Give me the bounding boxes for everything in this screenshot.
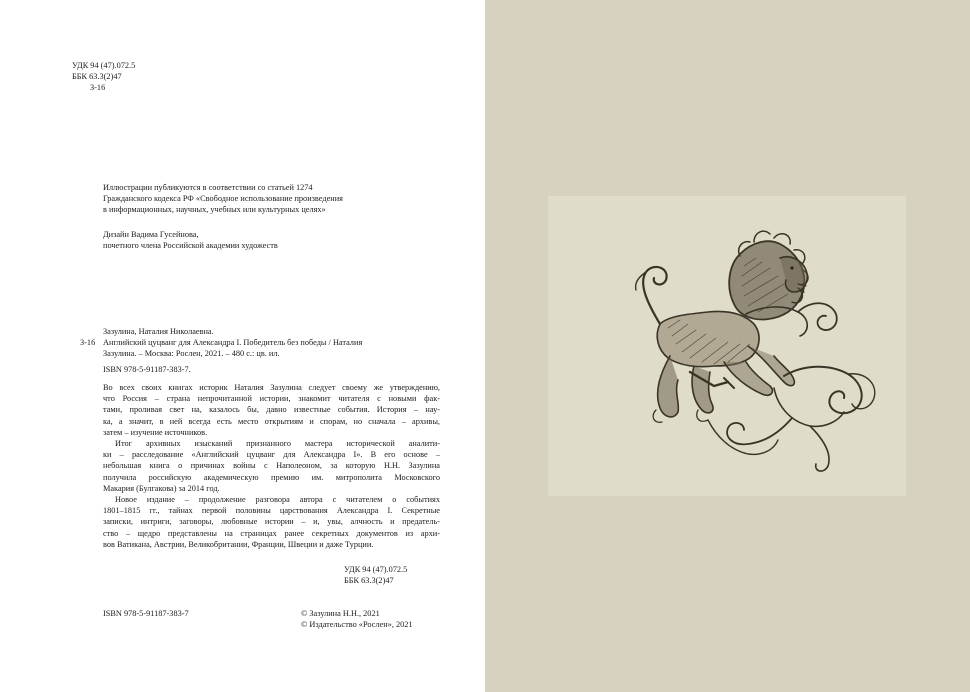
annotation-line: получила российскую академическую премию им. митрополита Московского (103, 472, 440, 482)
copyright-author: © Зазулина Н.Н., 2021 (301, 609, 380, 618)
annotation (103, 382, 440, 550)
copyright-publisher: © Издательство «Рослен», 2021 (301, 620, 413, 630)
bottom-classification-codes (344, 564, 407, 586)
annotation-line: ство – щедро представлены на страницах ранее секретных документов из архи- (103, 528, 440, 538)
credit-line: почетного члена Российской академии художеств (103, 241, 278, 251)
engraving-plate (548, 196, 906, 496)
annotation-line: Макария (Булгакова) за 2014 год. (103, 483, 220, 493)
isbn-footer: ISBN 978-5-91187-383-7 (103, 609, 189, 618)
annotation-line: что Россия – страна непрочитанной истории, знакомит читателя с новыми фак- (103, 394, 440, 404)
annotation-line: 1801–1815 гг., тайнах первой половины царствования Александра I. Секретные (103, 506, 440, 516)
annotation-line: тами, проливая свет на, казалось бы, давно известные события. История – нау- (103, 405, 440, 415)
heraldic-lion-engraving (548, 196, 906, 496)
annotation-line: вов Ватикана, Австрии, Великобритании, Франции, Швеции и даже Турции. (103, 539, 374, 549)
bbk-code: ББК 63.3(2)47 (72, 72, 122, 82)
catalog-isbn: ISBN 978-5-91187-383-7. (103, 365, 191, 374)
lion-hind-leg (658, 356, 679, 417)
note-line: Гражданского кодекса РФ «Свободное использование произведения (103, 194, 343, 204)
udk-code: УДК 94 (47).072.5 (72, 61, 136, 70)
illustration-page (485, 0, 970, 692)
annotation-line: Новое издание – продолжение разговора автора с читателем о событиях (115, 495, 440, 505)
annotation-line: записки, интриги, заговоры, любовные истории – и, увы, алчность и предатель- (103, 517, 440, 527)
bbk-code: ББК 63.3(2)47 (344, 576, 394, 586)
credit-line: Дизайн Вадима Гусейнова, (103, 230, 199, 239)
annotation-line: Во всех своих книгах историк Наталия Зазулина следует своему же утверждению, (103, 383, 440, 392)
catalog-imprint: Зазулина. – Москва: Рослен, 2021. – 480 с.: цв. ил. (103, 349, 280, 358)
lion-body (657, 312, 759, 367)
annotation-line: Итог архивных изысканий признанного мастера исторической аналити- (115, 439, 440, 449)
top-classification-codes (72, 60, 135, 94)
copyright-block (301, 608, 413, 630)
annotation-line: ка, а значит, в ней всегда есть место открытиям и спорам, но сначала – архивы, (103, 416, 440, 426)
note-line: Иллюстрации публикуются в соответствии со статьей 1274 (103, 183, 313, 192)
design-credit (103, 229, 278, 251)
catalog-title: Английский цуцванг для Александра I. Победитель без победы / Наталия (103, 338, 363, 347)
note-line: в информационных, научных, учебных или культурных целях» (103, 205, 326, 215)
illustrations-note (103, 182, 343, 216)
annotation-line: ки – расследование «Английский цуцванг для Александра I». В его основе – (103, 450, 440, 460)
annotation-line: небольшая книга о причинах войны с Наполеоном, за которую Н.Н. Зазулина (103, 461, 440, 471)
lion-tail (643, 267, 667, 324)
catalog-author: Зазулина, Наталия Николаевна. (103, 327, 214, 336)
annotation-line: затем – изучение источников. (103, 427, 208, 437)
author-mark: З-16 (90, 83, 106, 93)
catalog-mark: З-16 (80, 338, 96, 347)
udk-code: УДК 94 (47).072.5 (344, 565, 408, 574)
